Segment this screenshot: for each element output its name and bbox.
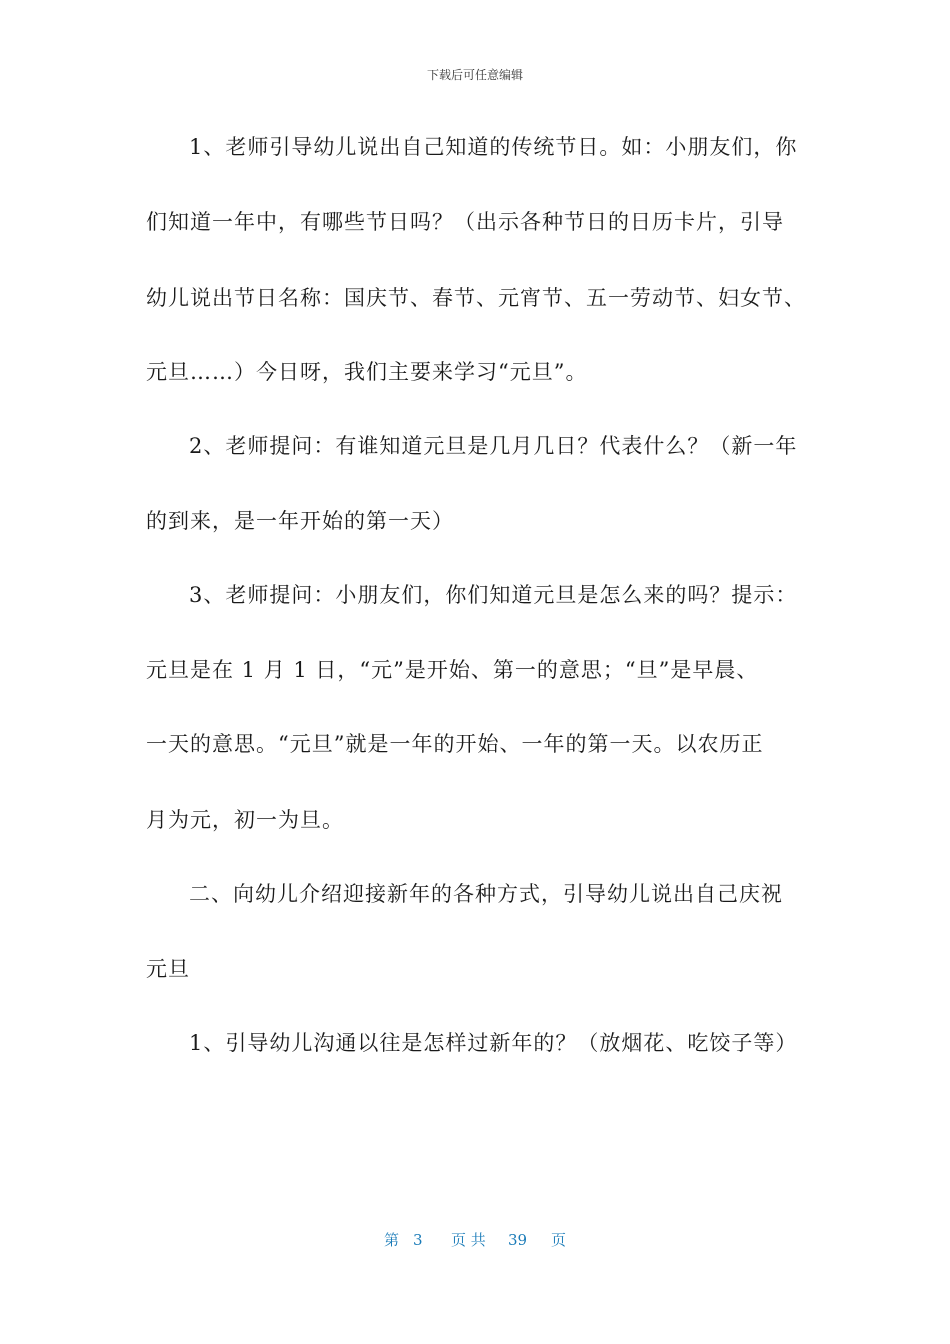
paragraph-line: 一天的意思。“元旦”就是一年的开始、一年的第一天。以农历正 (146, 732, 764, 756)
paragraph-line: 1、引导幼儿沟通以往是怎样过新年的？（放烟花、吃饺子等） (189, 1031, 798, 1055)
page-footer (0, 1229, 950, 1251)
paragraph-line: 们知道一年中，有哪些节日吗？（出示各种节日的日历卡片，引导 (146, 210, 784, 234)
section-heading-line: 二、向幼儿介绍迎接新年的各种方式，引导幼儿说出自己庆祝 (189, 882, 783, 906)
paragraph-line: 幼儿说出节日名称：国庆节、春节、元宵节、五一劳动节、妇女节、 (146, 286, 806, 310)
page-number-suffix: 页 (551, 1231, 567, 1249)
paragraph-line: 元旦……）今日呀，我们主要来学习“元旦”。 (146, 360, 588, 384)
paragraph-line: 元旦是在 1 月 1 日，“元”是开始、第一的意思；“旦”是早晨、 (146, 658, 759, 682)
paragraph-line: 2、老师提问：有谁知道元旦是几月几日？代表什么？（新一年 (189, 434, 798, 458)
page-number-middle: 页 共 (451, 1231, 486, 1249)
section-heading-line: 元旦 (146, 957, 190, 981)
paragraph-line: 3、老师提问：小朋友们，你们知道元旦是怎么来的吗？提示： (189, 583, 798, 607)
page-header: 下载后可任意编辑 (426, 68, 523, 82)
paragraph-line: 月为元，初一为旦。 (146, 808, 344, 832)
paragraph-line: 1、老师引导幼儿说出自己知道的传统节日。如：小朋友们，你 (189, 135, 798, 159)
total-pages-number: 39 (508, 1231, 528, 1249)
page-number-prefix: 第 (384, 1231, 400, 1249)
current-page-number: 3 (413, 1231, 423, 1249)
paragraph-line: 的到来，是一年开始的第一天） (146, 509, 454, 533)
